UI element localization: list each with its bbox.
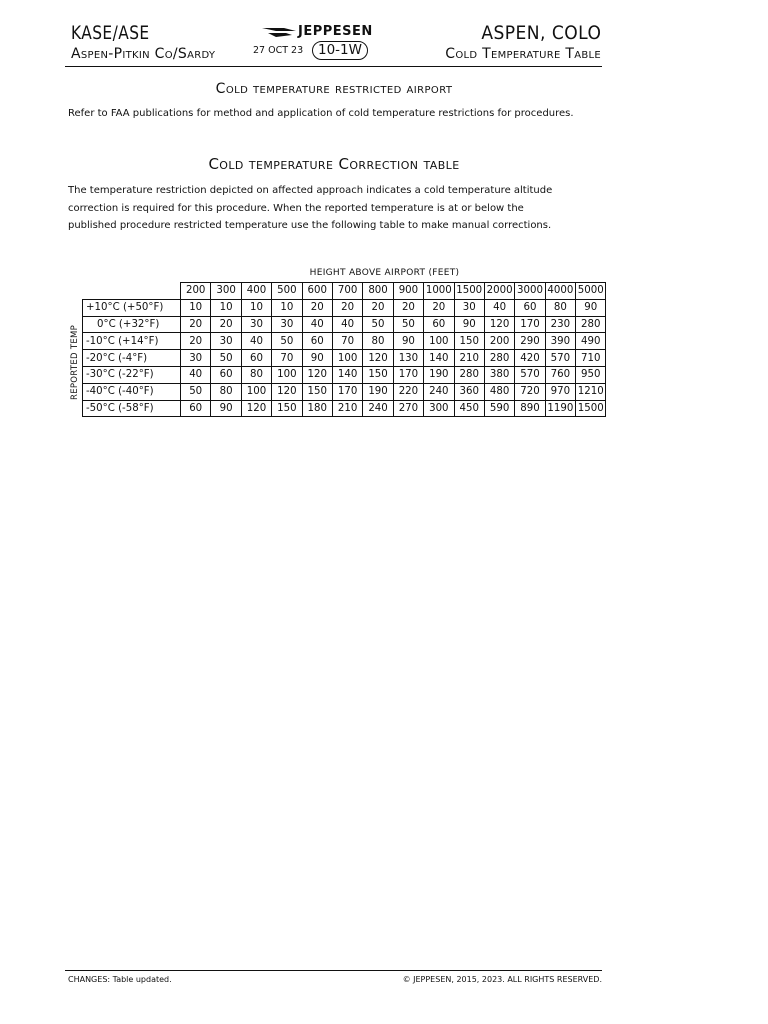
table-cell: 270 <box>393 400 423 417</box>
table-cell: 80 <box>211 383 241 400</box>
table-cell: 760 <box>545 366 575 383</box>
column-header: 2000 <box>484 283 514 300</box>
row-temperature-label: -50°C (-58°F) <box>83 400 181 417</box>
table-cell: 950 <box>576 366 606 383</box>
column-header: 1000 <box>424 283 454 300</box>
table-cell: 970 <box>545 383 575 400</box>
table-cell: 70 <box>272 350 302 367</box>
table-cell: 80 <box>241 366 271 383</box>
column-header: 900 <box>393 283 423 300</box>
table-row <box>83 299 606 316</box>
table-cell: 220 <box>393 383 423 400</box>
table-cell: 40 <box>302 316 332 333</box>
table-cell: 40 <box>181 366 211 383</box>
column-header: 3000 <box>515 283 545 300</box>
table-cell: 120 <box>363 350 393 367</box>
table-cell: 170 <box>332 383 362 400</box>
section2-paragraph <box>68 182 552 235</box>
section1-title: Cold temperature restricted airport <box>215 81 453 97</box>
page-id-badge: 10-1W <box>312 41 368 60</box>
column-header: 5000 <box>576 283 606 300</box>
chart-title: Cold Temperature Table <box>445 46 601 62</box>
table-cell: 1210 <box>576 383 606 400</box>
section2-title: Cold temperature Correction table <box>208 155 460 173</box>
table-cell: 480 <box>484 383 514 400</box>
table-cell: 280 <box>576 316 606 333</box>
table-cell: 280 <box>484 350 514 367</box>
table-cell: 60 <box>302 333 332 350</box>
table-header-row <box>83 283 606 300</box>
table-cell: 450 <box>454 400 484 417</box>
table-row <box>83 350 606 367</box>
table-cell: 240 <box>424 383 454 400</box>
table-cell: 240 <box>363 400 393 417</box>
table-cell: 120 <box>272 383 302 400</box>
table-cell: 1500 <box>576 400 606 417</box>
airport-name: Aspen-Pitkin Co/Sardy <box>71 46 216 62</box>
column-header: 700 <box>332 283 362 300</box>
table-cell: 80 <box>363 333 393 350</box>
table-cell: 60 <box>515 299 545 316</box>
table-cell: 60 <box>424 316 454 333</box>
table-cell: 300 <box>424 400 454 417</box>
table-cell: 590 <box>484 400 514 417</box>
table-cell: 290 <box>515 333 545 350</box>
table-cell: 50 <box>211 350 241 367</box>
table-cell: 570 <box>515 366 545 383</box>
paragraph-line: correction is required for this procedure. When the reported temperature is at or below the <box>68 202 524 214</box>
row-axis-label: REPORTED TEMP <box>70 324 80 400</box>
city-name: ASPEN, COLO <box>480 22 601 44</box>
table-cell: 70 <box>332 333 362 350</box>
table-cell: 60 <box>211 366 241 383</box>
footer-divider <box>65 970 602 971</box>
table-cell: 390 <box>545 333 575 350</box>
column-header: 1500 <box>454 283 484 300</box>
paragraph-line: The temperature restriction depicted on affected approach indicates a cold temperature altitude <box>68 185 553 196</box>
table-cell: 80 <box>545 299 575 316</box>
column-header: 500 <box>272 283 302 300</box>
table-cell: 1190 <box>545 400 575 417</box>
table-cell: 10 <box>241 299 271 316</box>
table-cell: 190 <box>424 366 454 383</box>
table-cell: 20 <box>181 333 211 350</box>
airport-code: KASE/ASE <box>71 22 150 44</box>
table-cell: 20 <box>393 299 423 316</box>
table-cell: 200 <box>484 333 514 350</box>
table-row <box>83 400 606 417</box>
logo-text: JEPPESEN <box>298 24 373 39</box>
row-temperature-label: -20°C (-4°F) <box>83 350 181 367</box>
table-cell: 100 <box>272 366 302 383</box>
chart-date: 27 OCT 23 <box>253 45 304 56</box>
row-temperature-label: -40°C (-40°F) <box>83 383 181 400</box>
table-cell: 420 <box>515 350 545 367</box>
footer-changes: CHANGES: Table updated. <box>68 975 172 984</box>
table-cell: 210 <box>454 350 484 367</box>
row-temperature-label: -30°C (-22°F) <box>83 366 181 383</box>
table-cell: 120 <box>302 366 332 383</box>
table-cell: 150 <box>363 366 393 383</box>
table-cell: 10 <box>181 299 211 316</box>
table-cell: 120 <box>484 316 514 333</box>
table-cell: 210 <box>332 400 362 417</box>
table-cell: 20 <box>211 316 241 333</box>
table-cell: 40 <box>241 333 271 350</box>
table-corner <box>83 283 181 300</box>
table-cell: 60 <box>241 350 271 367</box>
table-cell: 30 <box>272 316 302 333</box>
table-cell: 150 <box>454 333 484 350</box>
table-cell: 120 <box>241 400 271 417</box>
table-cell: 60 <box>181 400 211 417</box>
table-cell: 180 <box>302 400 332 417</box>
row-temperature-label: -10°C (+14°F) <box>83 333 181 350</box>
table-cell: 130 <box>393 350 423 367</box>
table-cell: 380 <box>484 366 514 383</box>
table-cell: 40 <box>484 299 514 316</box>
table-cell: 710 <box>576 350 606 367</box>
column-header: 600 <box>302 283 332 300</box>
table-cell: 190 <box>363 383 393 400</box>
table-cell: 50 <box>363 316 393 333</box>
table-cell: 90 <box>454 316 484 333</box>
table-cell: 50 <box>181 383 211 400</box>
table-cell: 90 <box>393 333 423 350</box>
table-cell: 570 <box>545 350 575 367</box>
jeppesen-swoosh-icon <box>262 26 296 38</box>
table-cell: 50 <box>272 333 302 350</box>
table-cell: 90 <box>576 299 606 316</box>
table-row <box>83 316 606 333</box>
section1-text: Refer to FAA publications for method and application of cold temperature restrictions for procedures. <box>68 108 574 119</box>
column-header: 800 <box>363 283 393 300</box>
table-heading: HEIGHT ABOVE AIRPORT (FEET) <box>309 268 460 278</box>
jeppesen-logo <box>262 24 373 39</box>
table-row <box>83 383 606 400</box>
table-cell: 280 <box>454 366 484 383</box>
table-cell: 360 <box>454 383 484 400</box>
column-header: 4000 <box>545 283 575 300</box>
table-cell: 30 <box>211 333 241 350</box>
table-cell: 100 <box>332 350 362 367</box>
table-cell: 170 <box>515 316 545 333</box>
table-row <box>83 333 606 350</box>
table-cell: 100 <box>424 333 454 350</box>
table-cell: 150 <box>272 400 302 417</box>
table-cell: 20 <box>332 299 362 316</box>
table-cell: 30 <box>454 299 484 316</box>
table-cell: 30 <box>181 350 211 367</box>
table-cell: 40 <box>332 316 362 333</box>
row-temperature-label: 0°C (+32°F) <box>83 316 181 333</box>
header-divider <box>65 66 602 67</box>
table-cell: 10 <box>272 299 302 316</box>
table-cell: 90 <box>211 400 241 417</box>
column-header: 200 <box>181 283 211 300</box>
correction-table <box>82 282 606 417</box>
table-cell: 100 <box>241 383 271 400</box>
row-temperature-label: +10°C (+50°F) <box>83 299 181 316</box>
table-cell: 230 <box>545 316 575 333</box>
column-header: 400 <box>241 283 271 300</box>
table-cell: 20 <box>424 299 454 316</box>
paragraph-line: published procedure restricted temperature use the following table to make manual corrections. <box>68 220 552 231</box>
table-cell: 90 <box>302 350 332 367</box>
column-header: 300 <box>211 283 241 300</box>
table-cell: 140 <box>332 366 362 383</box>
table-row <box>83 366 606 383</box>
table-cell: 140 <box>424 350 454 367</box>
table-cell: 720 <box>515 383 545 400</box>
table-cell: 50 <box>393 316 423 333</box>
table-cell: 150 <box>302 383 332 400</box>
table-cell: 20 <box>363 299 393 316</box>
table-cell: 30 <box>241 316 271 333</box>
table-cell: 20 <box>181 316 211 333</box>
table-cell: 890 <box>515 400 545 417</box>
table-cell: 170 <box>393 366 423 383</box>
table-cell: 490 <box>576 333 606 350</box>
table-cell: 20 <box>302 299 332 316</box>
table-cell: 10 <box>211 299 241 316</box>
footer-copyright: © JEPPESEN, 2015, 2023. ALL RIGHTS RESERVED. <box>402 975 602 984</box>
